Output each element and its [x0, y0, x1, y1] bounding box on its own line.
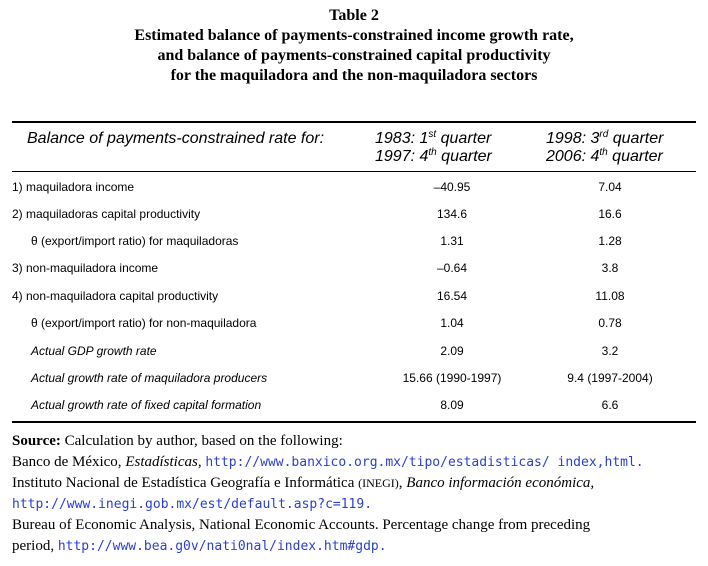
row-value-period-2: 1.28 [598, 234, 622, 248]
row-value-period-1: 15.66 (1990-1997) [402, 371, 502, 385]
table-row [0, 180, 708, 200]
inegi-link[interactable]: http://www.inegi.gob.mx/est/default.asp?c=119. [12, 497, 373, 512]
row-label: Actual growth rate of fixed capital formation [31, 398, 262, 412]
row-label: θ (export/import ratio) for non-maquiladora [31, 316, 257, 330]
row-label: 4) non-maquiladora capital productivity [12, 289, 219, 303]
source-inegi: Instituto Nacional de Estadística Geografía e Informática (INEGI), Banco información económica, [12, 475, 595, 491]
row-value-period-2: 16.6 [598, 207, 622, 221]
row-label: θ (export/import ratio) for maquiladoras [31, 234, 239, 248]
row-value-period-2: 0.78 [598, 316, 622, 330]
row-value-period-2: 3.8 [601, 261, 619, 275]
row-label: 2) maquiladoras capital productivity [12, 207, 201, 221]
source-intro: Calculation by author, based on the following: [64, 433, 343, 449]
period-2-start: 1998: 3rd quarter [546, 129, 664, 147]
table-row [0, 344, 708, 364]
table-row [0, 234, 708, 254]
row-value-period-2: 6.6 [601, 398, 619, 412]
table-row [0, 261, 708, 281]
table-title-line-1: Estimated balance of payments-constrained income growth rate, [134, 27, 574, 44]
table-row [0, 398, 708, 418]
header-rule [12, 171, 696, 172]
source-inegi-link-line [12, 494, 702, 515]
row-value-period-1: 1.04 [440, 316, 464, 330]
row-value-period-2: 9.4 (1997-2004) [567, 371, 653, 385]
source-bea: Bureau of Economic Analysis, National Economic Accounts. Percentage change from preceding [12, 517, 591, 533]
row-value-period-2: 3.2 [601, 344, 619, 358]
row-value-period-2: 7.04 [598, 180, 622, 194]
top-rule [12, 121, 696, 123]
source-line [12, 431, 702, 452]
row-value-period-1: 2.09 [440, 344, 464, 358]
bea-link[interactable]: http://www.bea.g0v/nati0nal/index.htm#gdp. [57, 539, 387, 554]
row-label: Actual GDP growth rate [31, 344, 157, 358]
table-title-line-3: for the maquiladora and the non-maquiladora sectors [170, 67, 538, 84]
period-2-end: 2006: 4th quarter [546, 147, 663, 165]
source-label: Source: [12, 433, 61, 449]
row-label: 3) non-maquiladora income [12, 261, 159, 275]
row-value-period-1: 134.6 [436, 207, 468, 221]
row-label: Actual growth rate of maquiladora producers [31, 371, 268, 385]
column-header-period-2 [546, 130, 663, 166]
table-row [0, 371, 708, 391]
column-header-label: Balance of payments-constrained rate for: [27, 130, 325, 147]
bottom-rule [12, 421, 696, 423]
table-row [0, 289, 708, 309]
row-value-period-1: –0.64 [436, 261, 468, 275]
table-row [0, 207, 708, 227]
period-1-start: 1983: 1st quarter [375, 129, 492, 147]
period-1-end: 1997: 4th quarter [375, 147, 492, 165]
source-banxico: Banco de México, Estadísticas, http://www.banxico.org.mx/tipo/estadisticas/ index,html. [12, 454, 644, 470]
column-header-period-1 [375, 130, 492, 166]
row-value-period-1: 8.09 [440, 398, 464, 412]
row-value-period-2: 11.08 [595, 289, 625, 303]
row-value-period-1: 1.31 [440, 234, 464, 248]
source-bea-line-2: period, http://www.bea.g0v/nati0nal/index.htm#gdp. [12, 538, 387, 554]
row-label: 1) maquiladora income [12, 180, 135, 194]
table-title-line-2: and balance of payments-constrained capital productivity [157, 47, 551, 64]
row-value-period-1: –40.95 [433, 180, 471, 194]
table-row [0, 316, 708, 336]
table-number: Table 2 [329, 7, 379, 24]
row-value-period-1: 16.54 [436, 289, 468, 303]
banxico-link[interactable]: http://www.banxico.org.mx/tipo/estadisticas/ index,html. [205, 455, 644, 470]
